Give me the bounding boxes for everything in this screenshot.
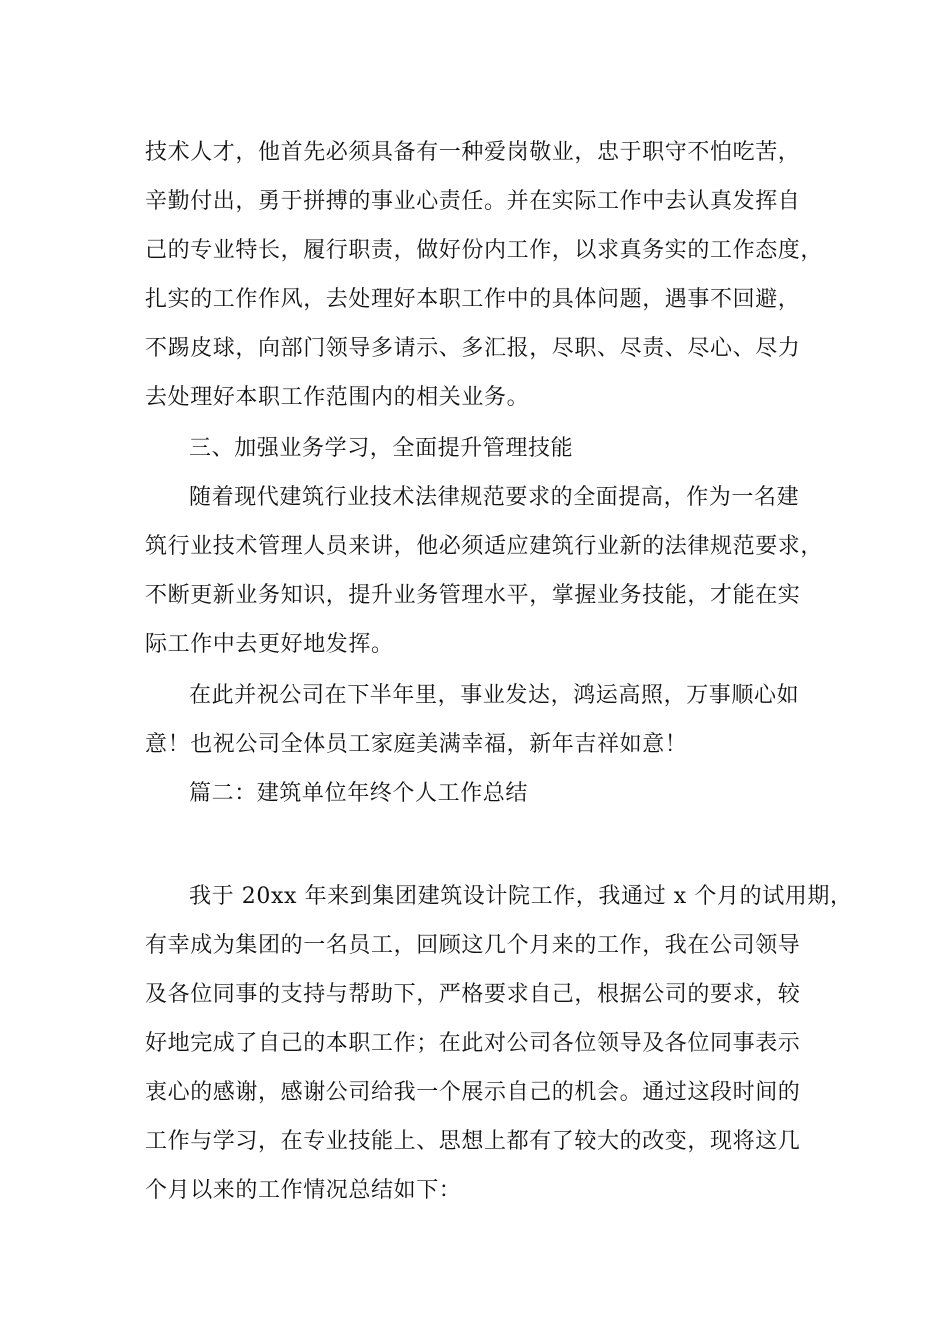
paragraph-wishes: [145, 671, 835, 769]
text-line: 筑行业技术管理人员来讲，他必须适应建筑行业新的法律规范要求，: [145, 534, 824, 559]
text-line: 随着现代建筑行业技术法律规范要求的全面提高，作为一名建: [189, 485, 800, 510]
text-line: 我于 20xx 年来到集团建筑设计院工作，我通过 x 个月的试用期，: [189, 884, 853, 909]
text-line: 有幸成为集团的一名员工，回顾这几个月来的工作，我在公司领导: [145, 933, 801, 958]
text-line: 不踢皮球，向部门领导多请示、多汇报，尽职、尽责、尽心、尽力: [145, 336, 801, 361]
paragraph-learning: [145, 473, 835, 669]
text-line: 辛勤付出，勇于拼搏的事业心责任。并在实际工作中去认真发挥自: [145, 189, 801, 214]
text-line: 意！也祝公司全体员工家庭美满幸福，新年吉祥如意！: [145, 732, 688, 757]
text-line: 好地完成了自己的本职工作；在此对公司各位领导及各位同事表示: [145, 1031, 801, 1056]
section-heading: 三、加强业务学习，全面提升管理技能: [189, 436, 574, 461]
text-line: 去处理好本职工作范围内的相关业务。: [145, 385, 530, 410]
text-line: 际工作中去更好地发挥。: [145, 632, 394, 657]
text-line: 技术人才，他首先必须具备有一种爱岗敬业，忠于职守不怕吃苦，: [145, 140, 801, 165]
text-line: 在此并祝公司在下半年里，事业发达，鸿运高照，万事顺心如: [189, 683, 800, 708]
paragraph-introduction: [145, 872, 853, 1215]
article-title: 篇二：建筑单位年终个人工作总结: [189, 781, 529, 806]
text-line: 扎实的工作作风，去处理好本职工作中的具体问题，遇事不回避，: [145, 287, 801, 312]
text-line: 个月以来的工作情况总结如下：: [145, 1178, 462, 1203]
text-line: 及各位同事的支持与帮助下，严格要求自己，根据公司的要求，较: [145, 982, 801, 1007]
text-line: 衷心的感谢，感谢公司给我一个展示自己的机会。通过这段时间的: [145, 1080, 801, 1105]
text-line: 工作与学习，在专业技能上、思想上都有了较大的改变，现将这几: [145, 1129, 801, 1154]
text-line: 己的专业特长，履行职责，做好份内工作，以求真务实的工作态度，: [145, 238, 824, 263]
text-line: 不断更新业务知识，提升业务管理水平，掌握业务技能，才能在实: [145, 583, 801, 608]
paragraph-responsibility: [145, 128, 835, 422]
